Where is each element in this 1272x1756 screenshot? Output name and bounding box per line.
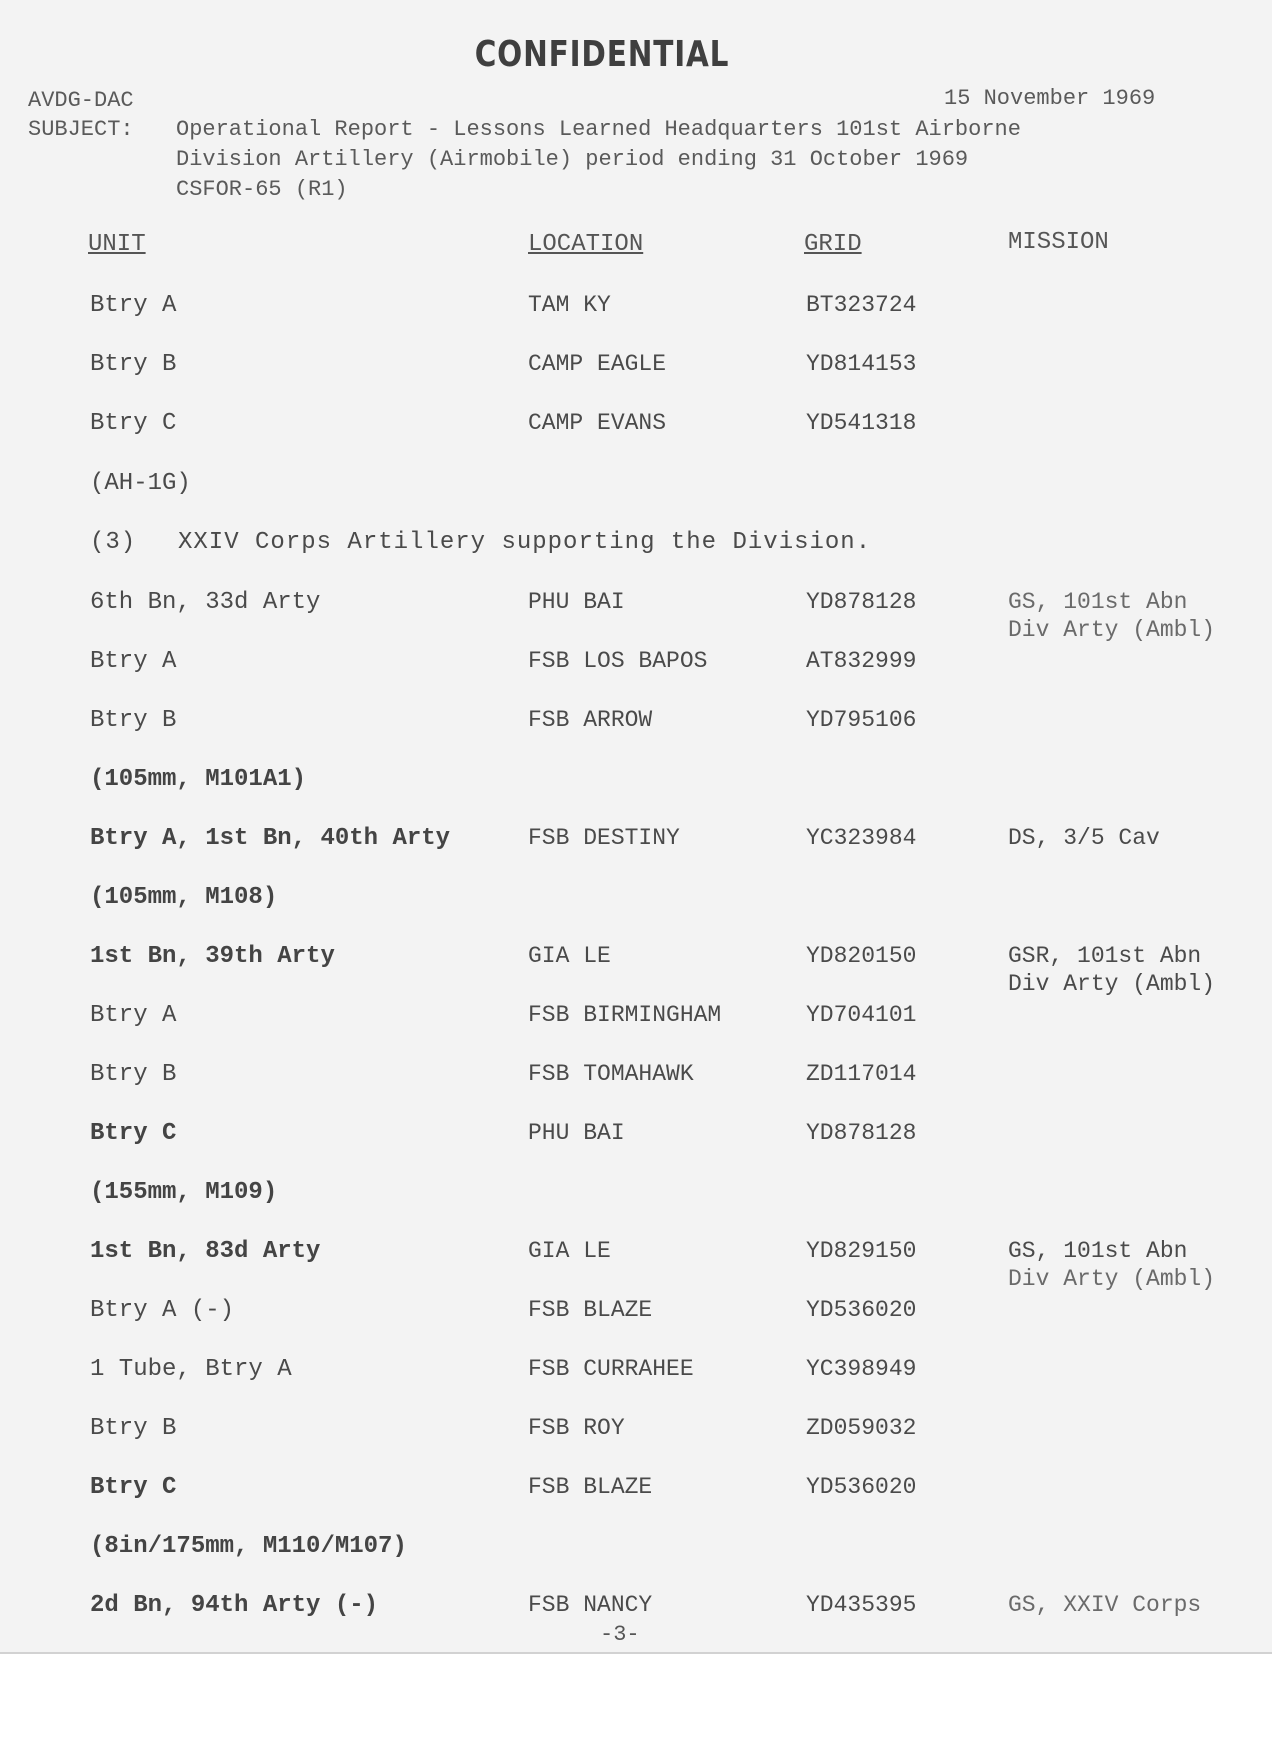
row-grid: YD435395 (806, 1592, 917, 1618)
row-grid: YD704101 (806, 1002, 917, 1028)
row-mission-cont: Div Arty (Ambl) (1008, 971, 1216, 997)
equipment-note: (155mm, M109) (90, 1179, 278, 1206)
subject-line-1: Operational Report - Lessons Learned Headquarters 101st Airborne (176, 117, 1021, 142)
row-unit: Btry C (90, 1474, 177, 1501)
row-location: FSB NANCY (528, 1592, 653, 1618)
row-location: GIA LE (528, 943, 611, 969)
column-header-location: LOCATION (528, 231, 644, 258)
row-mission: GSR, 101st Abn (1008, 943, 1202, 969)
document-date: 15 November 1969 (944, 86, 1156, 111)
row-unit: 1st Bn, 39th Arty (90, 943, 335, 970)
row-location: FSB DESTINY (528, 825, 680, 851)
row-location: FSB TOMAHAWK (528, 1061, 694, 1087)
row-location: FSB BLAZE (528, 1297, 653, 1323)
row-unit: Btry A (90, 648, 177, 675)
row-grid: ZD117014 (806, 1061, 917, 1087)
row-unit: Btry A (90, 292, 177, 319)
row-unit: Btry A (90, 1002, 177, 1029)
row-mission: GS, 101st Abn (1008, 1238, 1188, 1264)
row-grid: YC323984 (806, 825, 917, 851)
row-location: FSB CURRAHEE (528, 1356, 694, 1382)
row-grid: YC398949 (806, 1356, 917, 1382)
row-unit: Btry B (90, 1061, 177, 1088)
row-grid: YD795106 (806, 707, 917, 733)
classification-marking: CONFIDENTIAL (474, 34, 730, 75)
column-header-grid: GRID (804, 231, 862, 258)
row-grid: ZD059032 (806, 1415, 917, 1441)
row-mission: GS, XXIV Corps (1008, 1592, 1202, 1618)
row-location: TAM KY (528, 292, 611, 318)
row-location: PHU BAI (528, 589, 625, 615)
row-unit: Btry A, 1st Bn, 40th Arty (90, 825, 451, 852)
row-grid: YD878128 (806, 589, 917, 615)
office-symbol: AVDG-DAC (28, 88, 134, 113)
row-unit: Btry C (90, 410, 177, 437)
row-location: FSB LOS BAPOS (528, 648, 708, 674)
equipment-note: (105mm, M108) (90, 884, 278, 911)
row-unit: Btry C (90, 1120, 177, 1147)
row-location: GIA LE (528, 1238, 611, 1264)
row-unit: 1 Tube, Btry A (90, 1356, 292, 1383)
row-grid: YD878128 (806, 1120, 917, 1146)
row-grid: AT832999 (806, 648, 917, 674)
row-location: FSB BLAZE (528, 1474, 653, 1500)
section-heading: XXIV Corps Artillery supporting the Division. (178, 529, 872, 556)
row-unit: 2d Bn, 94th Arty (-) (90, 1592, 379, 1619)
subject-line-2: Division Artillery (Airmobile) period ending 31 October 1969 (176, 147, 969, 172)
row-unit: 6th Bn, 33d Arty (90, 589, 321, 616)
equipment-note: (AH-1G) (90, 470, 191, 497)
row-location: CAMP EAGLE (528, 351, 667, 377)
row-unit: Btry B (90, 351, 177, 378)
row-grid: YD814153 (806, 351, 917, 377)
row-mission-cont: Div Arty (Ambl) (1008, 1266, 1216, 1292)
row-grid: YD536020 (806, 1474, 917, 1500)
row-mission: GS, 101st Abn (1008, 589, 1188, 615)
row-grid: YD829150 (806, 1238, 917, 1264)
equipment-note: (8in/175mm, M110/M107) (90, 1533, 407, 1560)
row-location: PHU BAI (528, 1120, 625, 1146)
section-number: (3) (90, 529, 137, 556)
row-grid: YD541318 (806, 410, 917, 436)
row-grid: YD820150 (806, 943, 917, 969)
subject-line-3: CSFOR-65 (R1) (176, 177, 348, 202)
column-header-unit: UNIT (88, 231, 146, 258)
equipment-note: (105mm, M101A1) (90, 766, 307, 793)
row-grid: YD536020 (806, 1297, 917, 1323)
page-number: -3- (600, 1622, 640, 1647)
row-unit: Btry B (90, 1415, 177, 1442)
row-location: CAMP EVANS (528, 410, 667, 436)
subject-label: SUBJECT: (28, 117, 134, 142)
row-unit: Btry B (90, 707, 177, 734)
row-unit: Btry A (-) (90, 1297, 235, 1324)
row-location: FSB ARROW (528, 707, 653, 733)
column-header-mission: MISSION (1008, 229, 1109, 256)
row-grid: BT323724 (806, 292, 917, 318)
row-location: FSB BIRMINGHAM (528, 1002, 722, 1028)
row-mission-cont: Div Arty (Ambl) (1008, 617, 1216, 643)
row-unit: 1st Bn, 83d Arty (90, 1238, 321, 1265)
row-location: FSB ROY (528, 1415, 625, 1441)
row-mission: DS, 3/5 Cav (1008, 825, 1160, 851)
